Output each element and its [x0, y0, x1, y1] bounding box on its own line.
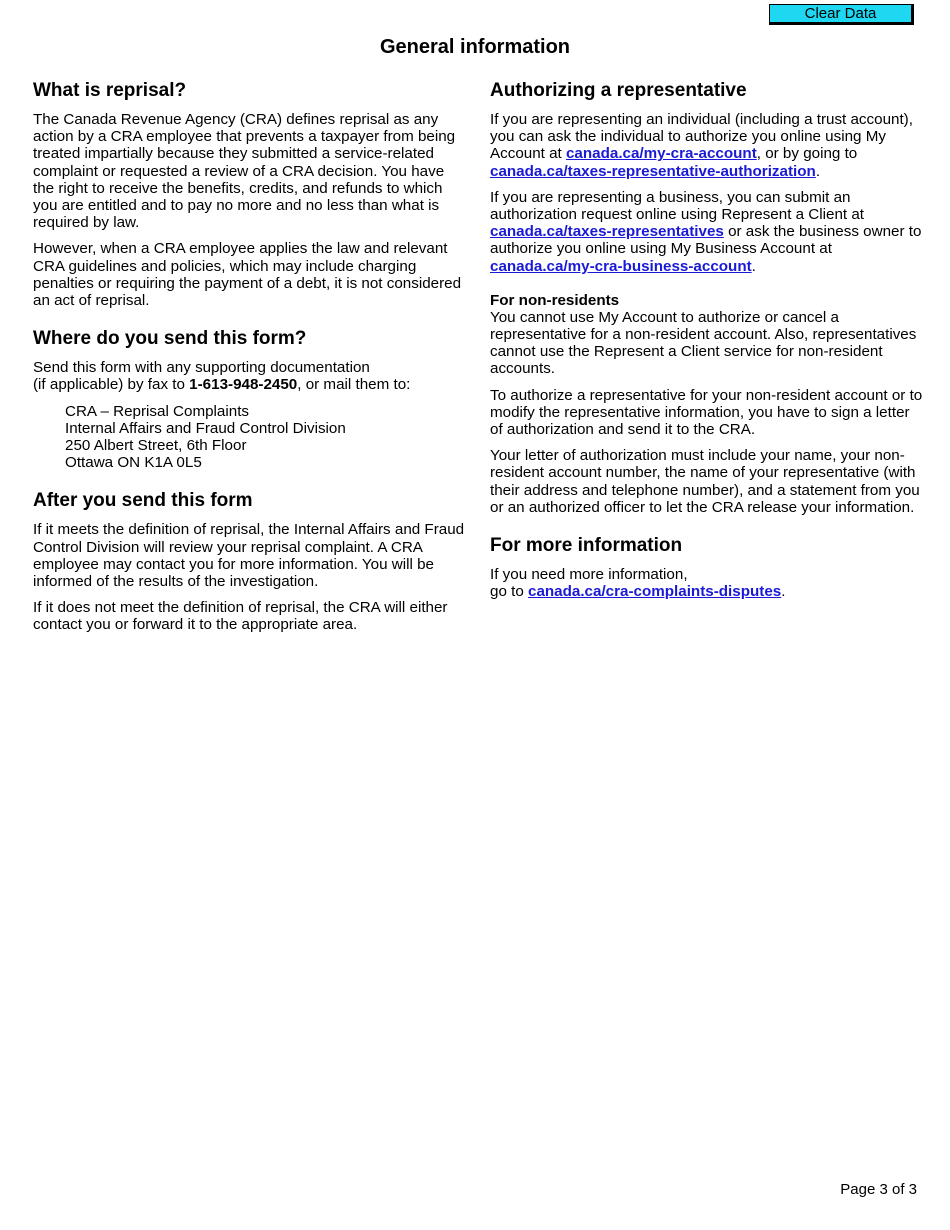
after-heading: After you send this form — [33, 490, 253, 512]
more-text-b: go to — [490, 583, 528, 601]
authorize-text-f: . — [751, 257, 756, 275]
authorize-text-e: or ask the business owner to authorize you online using My Business Account at — [490, 223, 922, 258]
authorize-text-a: If you are representing an individual (including a trust account), you can ask the individual to authorize you online using My Account at — [490, 111, 913, 163]
send-text-c: , or mail them to: — [297, 376, 411, 394]
mailing-address — [65, 403, 465, 472]
after-paragraph-2: If it does not meet the definition of reprisal, the CRA will either contact you or forward it to the appropriate area. — [33, 599, 448, 634]
reprisal-paragraph-2: However, when a CRA employee applies the law and relevant CRA guidelines and policies, which may include charging penalties or requiring the payment of a debt, it is not considered an act of reprisal. — [33, 240, 462, 310]
send-text-a: Send this form with any supporting documentation — [33, 359, 370, 377]
send-heading: Where do you send this form? — [33, 328, 307, 350]
page-title: General information — [379, 36, 571, 58]
nonresidents-paragraph-1: You cannot use My Account to authorize or cancel a representative for a non-resident account. Also, representatives cannot use the Represent a Client service for non-resident accounts. — [490, 308, 917, 378]
send-text-b: (if applicable) by fax to — [33, 376, 190, 394]
clear-data-button[interactable]: Clear Data — [769, 4, 914, 25]
page-number: Page 3 of 3 — [840, 1181, 917, 1198]
business-account-link[interactable]: canada.ca/my-cra-business-account — [490, 257, 752, 275]
address-line: Internal Affairs and Fraud Control Division — [65, 419, 346, 437]
more-info-paragraph — [490, 566, 925, 600]
reprisal-paragraph-1: The Canada Revenue Agency (CRA) defines reprisal as any action by a CRA employee that prevents a taxpayer from being treated impartially because they submitted a service-related complaint or requested a review of a CRA decision. You have the right to receive the benefits, credits, and refunds to which you are entitled and to pay no more and no less than what is required by law. — [33, 111, 456, 232]
complaints-disputes-link[interactable]: canada.ca/cra-complaints-disputes — [528, 583, 782, 601]
nonresidents-heading: For non-residents — [490, 291, 620, 309]
more-text-a: If you need more information, — [490, 566, 688, 584]
my-cra-account-link[interactable]: canada.ca/my-cra-account — [565, 145, 757, 163]
right-column — [490, 80, 925, 609]
address-line: Ottawa ON K1A 0L5 — [65, 454, 202, 472]
after-paragraph-1: If it meets the definition of reprisal, the Internal Affairs and Fraud Control Division will review your reprisal complaint. A CRA employee may contact you for more information. You will be informed of the results of the investigation. — [33, 521, 465, 591]
authorize-text-c: . — [815, 162, 821, 180]
authorize-heading: Authorizing a representative — [490, 80, 747, 101]
send-paragraph — [33, 359, 465, 393]
authorize-paragraph-1 — [490, 111, 925, 180]
fax-number: 1-613-948-2450 — [189, 376, 298, 394]
more-text-c: . — [781, 583, 786, 601]
address-line: 250 Albert Street, 6th Floor — [65, 437, 247, 455]
representative-authorization-link[interactable]: canada.ca/taxes-representative-authorization — [490, 162, 816, 180]
more-info-heading: For more information — [490, 535, 683, 557]
nonresidents-paragraph-2: To authorize a representative for your non-resident account or to modify the representative information, you have to sign a letter of authorization and send it to the CRA. — [490, 386, 923, 439]
authorize-paragraph-2 — [490, 189, 925, 275]
taxes-representatives-link[interactable]: canada.ca/taxes-representatives — [490, 223, 724, 241]
authorize-text-b: , or by going to — [756, 145, 858, 163]
left-column — [33, 80, 465, 643]
authorize-text-d: If you are representing a business, you can submit an authorization request online using Represent a Client at — [490, 188, 865, 224]
address-line: CRA – Reprisal Complaints — [65, 402, 250, 420]
reprisal-heading: What is reprisal? — [33, 80, 187, 101]
nonresidents-paragraph-3: Your letter of authorization must include your name, your non-resident account number, the name of your representative (with their address and telephone number), and a statement from you or an authorized officer to let the CRA release your information. — [490, 447, 920, 516]
